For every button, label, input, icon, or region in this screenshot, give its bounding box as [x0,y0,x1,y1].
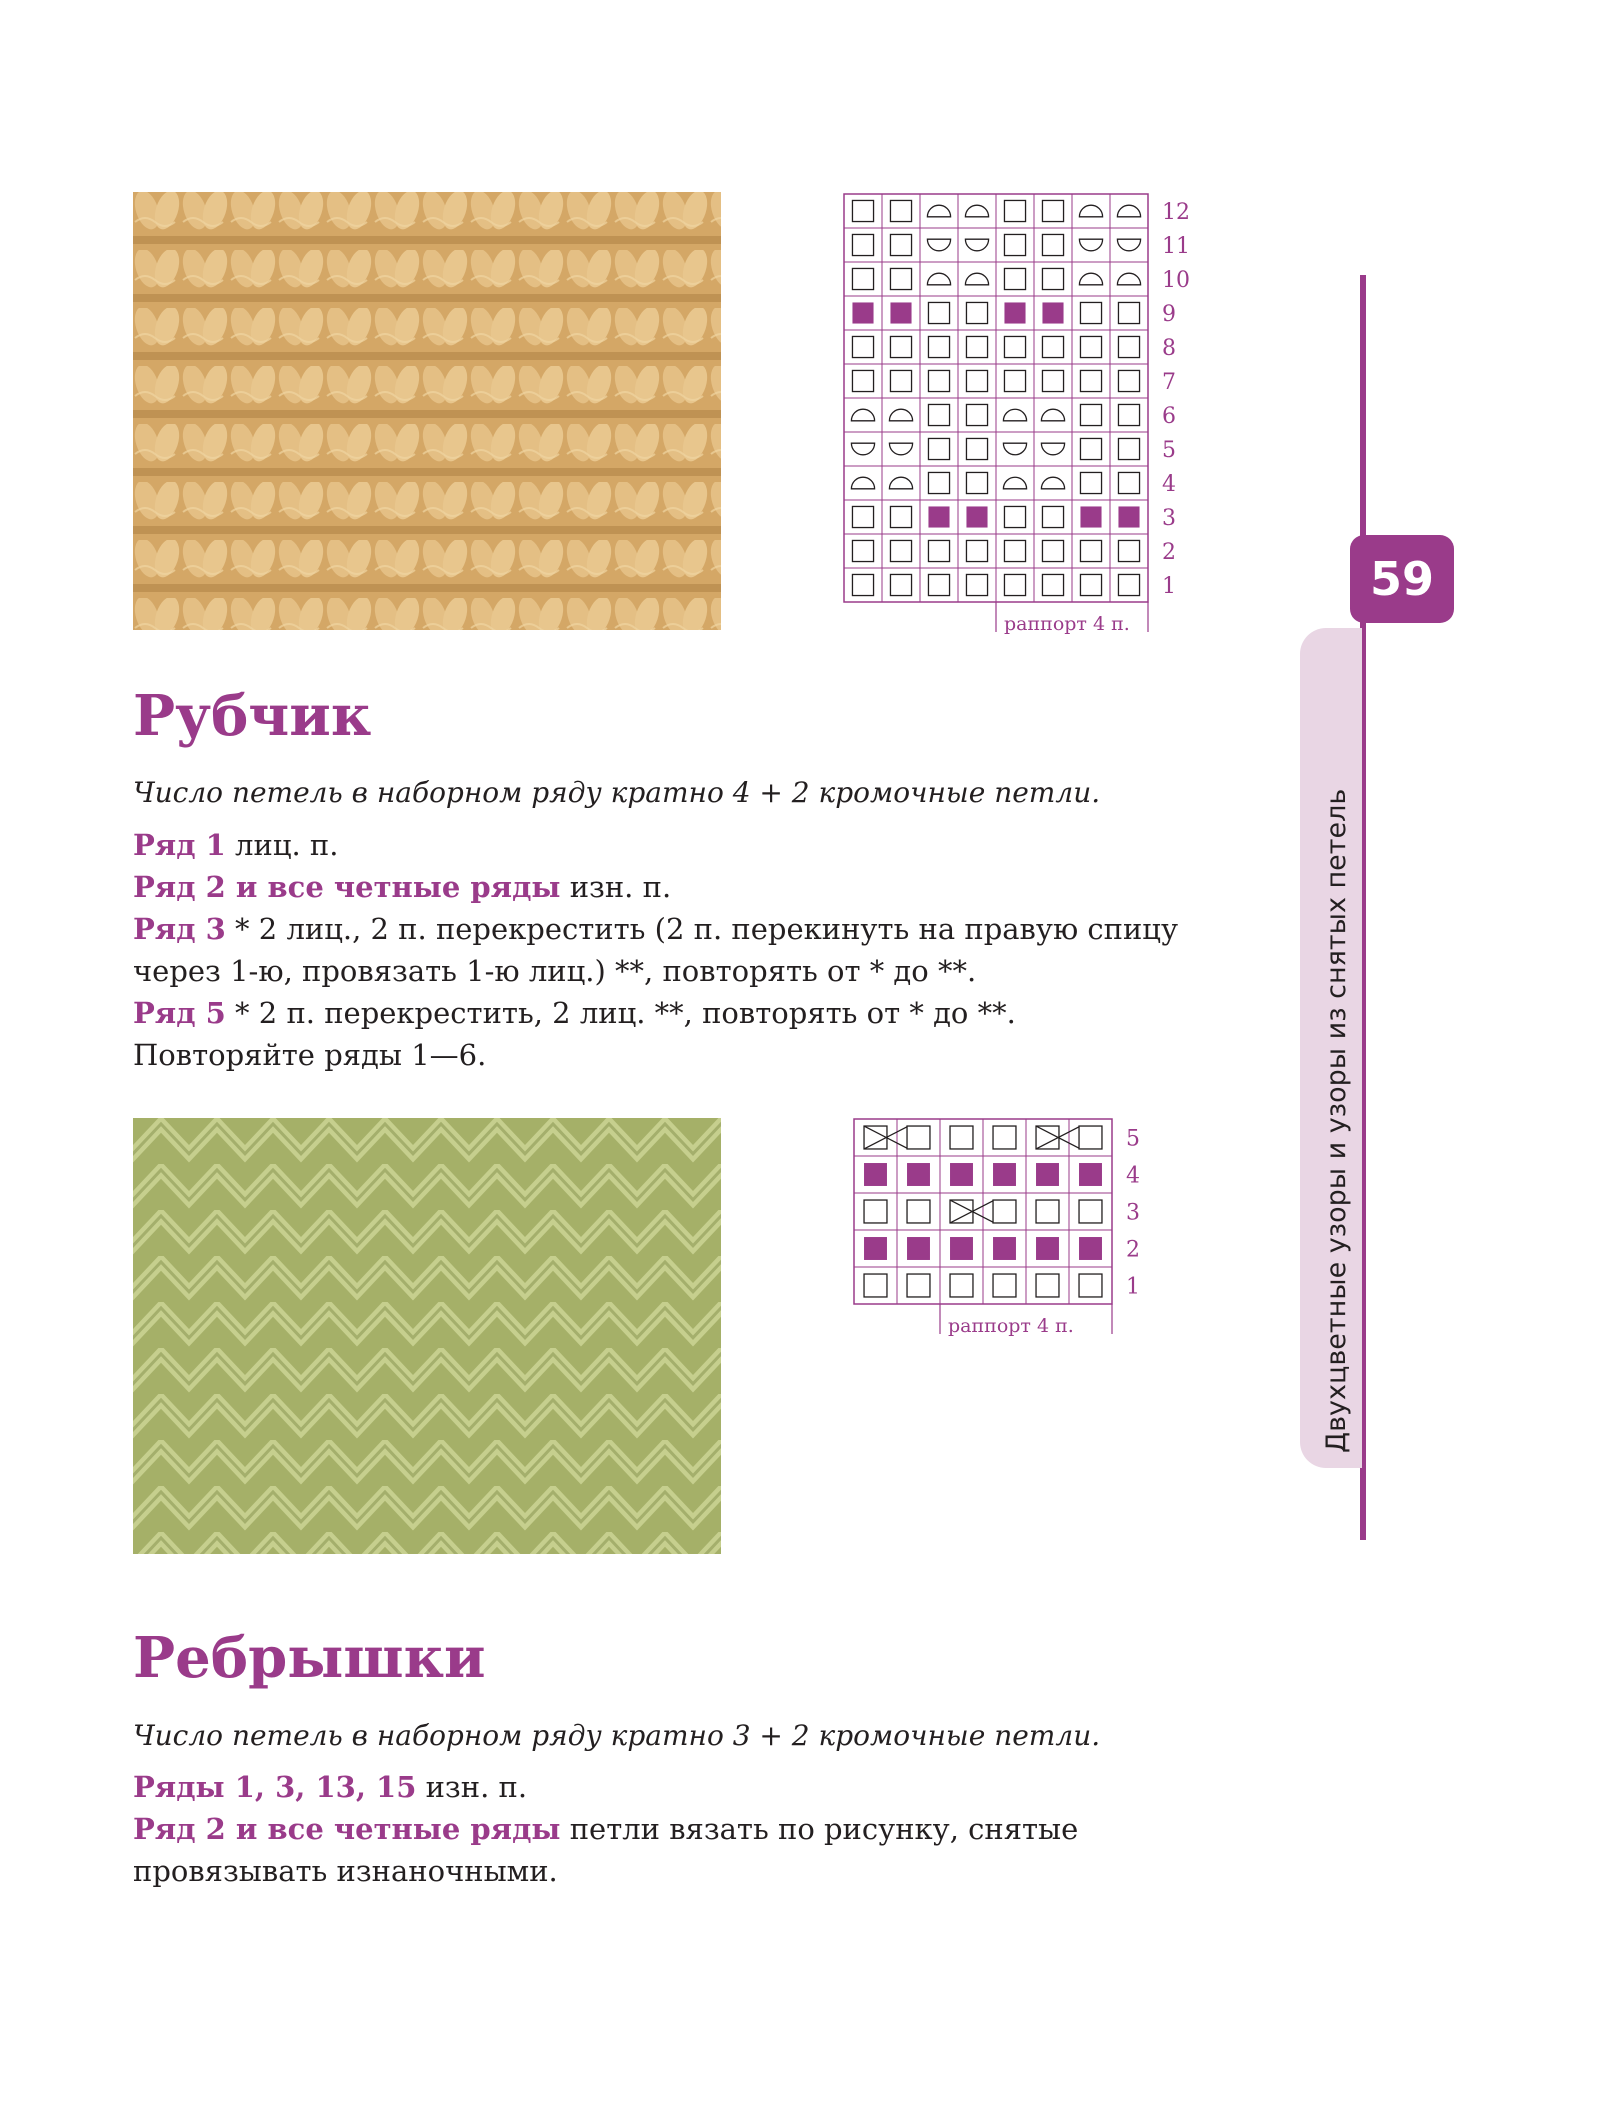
knit-stitch-symbol [993,1126,1016,1149]
knit-stitch-symbol [890,268,911,289]
filled-stitch-symbol [950,1237,973,1260]
filled-stitch-symbol [1118,506,1139,527]
knit-stitch-symbol [1004,370,1025,391]
knit-stitch-symbol [928,336,949,357]
knit-stitch-symbol [852,540,873,561]
knit-stitch-symbol [966,574,987,595]
knit-stitch-symbol [950,1126,973,1149]
knit-stitch-symbol [1080,540,1101,561]
knit-stitch-symbol [928,472,949,493]
filled-stitch-symbol [1042,302,1063,323]
filled-stitch-symbol [1080,506,1101,527]
knit-stitch-symbol [1118,370,1139,391]
knit-stitch-symbol [1080,370,1101,391]
knit-stitch-symbol [1080,472,1101,493]
knit-stitch-symbol [1118,404,1139,425]
row-number-label: 4 [1126,1163,1140,1189]
knit-stitch-symbol [1118,336,1139,357]
knit-stitch-symbol [966,302,987,323]
filled-stitch-symbol [950,1163,973,1186]
knit-stitch-symbol [966,404,987,425]
knit-stitch-symbol [966,336,987,357]
filled-stitch-symbol [993,1237,1016,1260]
knit-swatch-photo-1 [133,192,721,630]
knit-stitch-symbol [1004,506,1025,527]
slip-stitch-dome-symbol [927,205,950,217]
knit-stitch-symbol [1042,540,1063,561]
page-number-badge: 59 [1350,535,1454,623]
filled-stitch-symbol [1036,1237,1059,1260]
pattern-title-1: Рубчик [133,683,372,749]
knit-stitch-symbol [966,472,987,493]
knit-stitch-symbol [1042,574,1063,595]
knit-stitch-symbol [928,438,949,459]
pattern-title-2: Ребрышки [133,1625,486,1691]
knit-stitch-symbol [1036,1274,1059,1297]
slip-stitch-dome-symbol [1003,477,1026,489]
filled-stitch-symbol [852,302,873,323]
knit-stitch-symbol [1004,336,1025,357]
knit-stitch-symbol [1118,472,1139,493]
row-number-label: 3 [1126,1200,1140,1226]
knit-stitch-symbol [928,574,949,595]
knit-stitch-symbol [852,234,873,255]
row-number-label: 6 [1162,404,1176,429]
filled-stitch-symbol [993,1163,1016,1186]
cross-stitch-box [1079,1126,1102,1149]
filled-stitch-symbol [1004,302,1025,323]
knit-swatch-photo-2 [133,1118,721,1554]
slip-stitch-dome-symbol [1041,477,1064,489]
section-title: Двухцветные узоры и узоры из снятых петель [1321,788,1352,1453]
slip-stitch-dome-symbol [851,477,874,489]
knit-stitch-symbol [928,370,949,391]
knit-stitch-symbol [1042,506,1063,527]
filled-stitch-symbol [864,1237,887,1260]
pattern-rows-2 [133,1766,1243,1892]
knit-stitch-symbol [1042,234,1063,255]
knit-stitch-symbol [1080,404,1101,425]
pattern-intro-1: Число петель в наборном ряду кратно 4 + 2 кромочные петли. [133,776,1101,809]
knit-stitch-symbol [1036,1200,1059,1223]
knit-stitch-symbol [966,370,987,391]
filled-stitch-symbol [966,506,987,527]
knit-stitch-symbol [864,1274,887,1297]
knit-stitch-symbol [890,200,911,221]
knit-stitch-symbol [890,540,911,561]
pattern-rows-1 [133,824,1243,1076]
slip-stitch-dome-symbol [1003,409,1026,421]
row-number-label: 3 [1162,506,1176,531]
knit-stitch-symbol [1079,1200,1102,1223]
knit-stitch-symbol [852,370,873,391]
knit-stitch-symbol [1042,268,1063,289]
knit-stitch-symbol [907,1200,930,1223]
row-instruction: Повторяйте ряды 1—6. [133,1038,487,1072]
row-number-label: 1 [1162,574,1176,599]
slip-stitch-bowl-symbol [889,443,912,455]
knit-stitch-symbol [1118,302,1139,323]
knit-stitch-symbol [966,438,987,459]
knit-stitch-symbol [1004,540,1025,561]
slip-stitch-dome-symbol [965,273,988,285]
knit-stitch-symbol [1118,438,1139,459]
knit-stitch-symbol [1080,574,1101,595]
slip-stitch-dome-symbol [1079,273,1102,285]
slip-stitch-bowl-symbol [1117,239,1140,251]
slip-stitch-bowl-symbol [1041,443,1064,455]
knit-stitch-symbol [950,1274,973,1297]
slip-stitch-bowl-symbol [927,239,950,251]
knit-stitch-symbol [852,336,873,357]
knit-stitch-symbol [1080,438,1101,459]
row-number-label: 10 [1162,268,1190,293]
cross-stitch-box [993,1200,1016,1223]
filled-stitch-symbol [1079,1237,1102,1260]
cross-stitch-box [864,1126,887,1149]
filled-stitch-symbol [890,302,911,323]
knit-stitch-symbol [852,268,873,289]
row-number-label: 12 [1162,200,1190,225]
row-number-label: 8 [1162,336,1176,361]
row-number-label: 9 [1162,302,1176,327]
knit-stitch-symbol [907,1274,930,1297]
filled-stitch-symbol [907,1237,930,1260]
row-instruction: Ряды 1, 3, 13, 15 изн. п. [133,1770,528,1804]
slip-stitch-dome-symbol [851,409,874,421]
filled-stitch-symbol [928,506,949,527]
filled-stitch-symbol [864,1163,887,1186]
pattern-intro-2: Число петель в наборном ряду кратно 3 + 2 кромочные петли. [133,1719,1101,1752]
knit-stitch-symbol [1042,336,1063,357]
slip-stitch-dome-symbol [1117,205,1140,217]
knit-stitch-symbol [1118,574,1139,595]
cross-stitch-box [950,1200,973,1223]
row-number-label: 2 [1162,540,1176,565]
knit-stitch-symbol [890,574,911,595]
filled-stitch-symbol [1079,1163,1102,1186]
slip-stitch-dome-symbol [889,477,912,489]
knit-stitch-symbol [1080,302,1101,323]
rapport-label: раппорт 4 п. [948,1315,1074,1337]
row-instruction: Ряд 1 лиц. п. [133,828,339,862]
knit-stitch-symbol [1004,574,1025,595]
knitting-chart-1 [840,190,1220,640]
knit-stitch-symbol [852,574,873,595]
filled-stitch-symbol [907,1163,930,1186]
row-number-label: 2 [1126,1237,1140,1263]
slip-stitch-dome-symbol [965,205,988,217]
slip-stitch-bowl-symbol [851,443,874,455]
knit-stitch-symbol [1079,1274,1102,1297]
cross-stitch-box [1036,1126,1059,1149]
slip-stitch-dome-symbol [1117,273,1140,285]
row-instruction: Ряд 5 * 2 п. перекрестить, 2 лиц. **, повторять от * до **. [133,996,1016,1030]
slip-stitch-dome-symbol [1079,205,1102,217]
row-number-label: 11 [1162,234,1190,259]
knit-stitch-symbol [1042,200,1063,221]
knit-stitch-symbol [1080,336,1101,357]
knit-stitch-symbol [852,506,873,527]
knit-stitch-symbol [1004,234,1025,255]
filled-stitch-symbol [1036,1163,1059,1186]
knit-stitch-symbol [966,540,987,561]
rapport-label: раппорт 4 п. [1004,613,1130,635]
knit-stitch-symbol [890,336,911,357]
knit-stitch-symbol [1004,268,1025,289]
row-instruction: Ряд 2 и все четные ряды петли вязать по рисунку, снятые провязывать изнаночными. [133,1812,1079,1888]
knitting-chart-2 [850,1115,1180,1355]
knit-stitch-symbol [890,234,911,255]
slip-stitch-dome-symbol [889,409,912,421]
slip-stitch-bowl-symbol [1003,443,1026,455]
slip-stitch-dome-symbol [927,273,950,285]
knit-stitch-symbol [890,506,911,527]
slip-stitch-bowl-symbol [965,239,988,251]
slip-stitch-bowl-symbol [1079,239,1102,251]
knit-stitch-symbol [890,370,911,391]
knit-stitch-symbol [928,404,949,425]
row-number-label: 5 [1162,438,1176,463]
row-instruction: Ряд 3 * 2 лиц., 2 п. перекрестить (2 п. перекинуть на правую спицу через 1-ю, провязать 1-ю лиц.) **, повторять от * до **. [133,912,1179,988]
knit-stitch-symbol [1004,200,1025,221]
slip-stitch-dome-symbol [1041,409,1064,421]
row-number-label: 1 [1126,1274,1140,1300]
knit-stitch-symbol [1118,540,1139,561]
knit-stitch-symbol [928,540,949,561]
row-instruction: Ряд 2 и все четные ряды изн. п. [133,870,672,904]
cross-stitch-box [907,1126,930,1149]
knit-stitch-symbol [1042,370,1063,391]
knit-stitch-symbol [852,200,873,221]
row-number-label: 7 [1162,370,1176,395]
row-number-label: 5 [1126,1126,1140,1152]
row-number-label: 4 [1162,472,1176,497]
knit-stitch-symbol [864,1200,887,1223]
knit-stitch-symbol [928,302,949,323]
knit-stitch-symbol [993,1274,1016,1297]
